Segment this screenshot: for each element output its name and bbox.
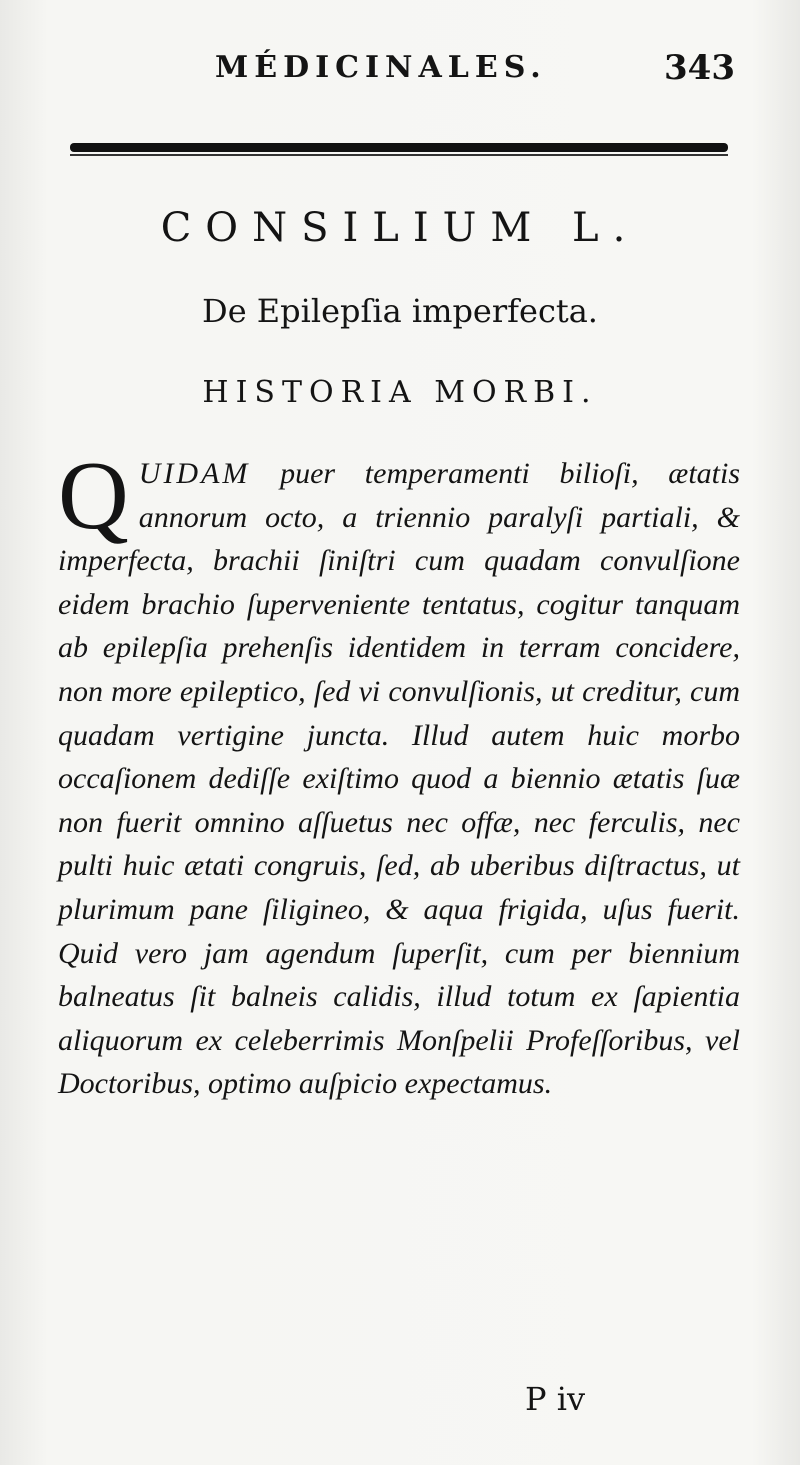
- section-heading: HISTORIA MORBI.: [202, 375, 598, 410]
- signature-mark: P iv: [525, 1380, 586, 1418]
- drop-cap: Q: [58, 442, 129, 550]
- chapter-subtitle: De Epilepſia imperfecta.: [202, 292, 598, 330]
- body-paragraph: [58, 442, 740, 1106]
- page-number: 343: [664, 48, 735, 88]
- opening-word: UIDAM: [138, 457, 251, 490]
- running-head: MÉDICINALES.: [215, 50, 547, 85]
- ornamental-rule: [70, 143, 728, 152]
- paragraph-text: puer temperamenti bilioſi, ætatis annorum octo, a triennio paralyſi partiali, & imperfecta, brachii ſiniſtri cum quadam convulſione eidem brachio ſuperveniente tentatus, cogitur tanquam ab epilepſia prehenſis identidem in terram concidere, non more epileptico, ſed vi convulſionis, ut creditur, cum quadam vertigine juncta. Illud autem huic morbo occaſionem dediſſe exiſtimo quod a biennio ætatis ſuæ non fuerit omnino aſſuetus nec offæ, nec ferculis, nec pulti huic ætati congruis, ſed, ab uberibus diſtractus, ut plurimum pane ſiligineo, & aqua frigida, uſus fuerit. Quid vero jam agendum ſuperſit, cum per biennium balneatus ſit balneis calidis, illud totum ex ſapientia aliquorum ex celeberrimis Monſpelii Profeſſoribus, vel Doctoribus, optimo auſpicio expectamus.: [58, 457, 740, 1101]
- chapter-title: CONSILIUM L.: [160, 205, 640, 251]
